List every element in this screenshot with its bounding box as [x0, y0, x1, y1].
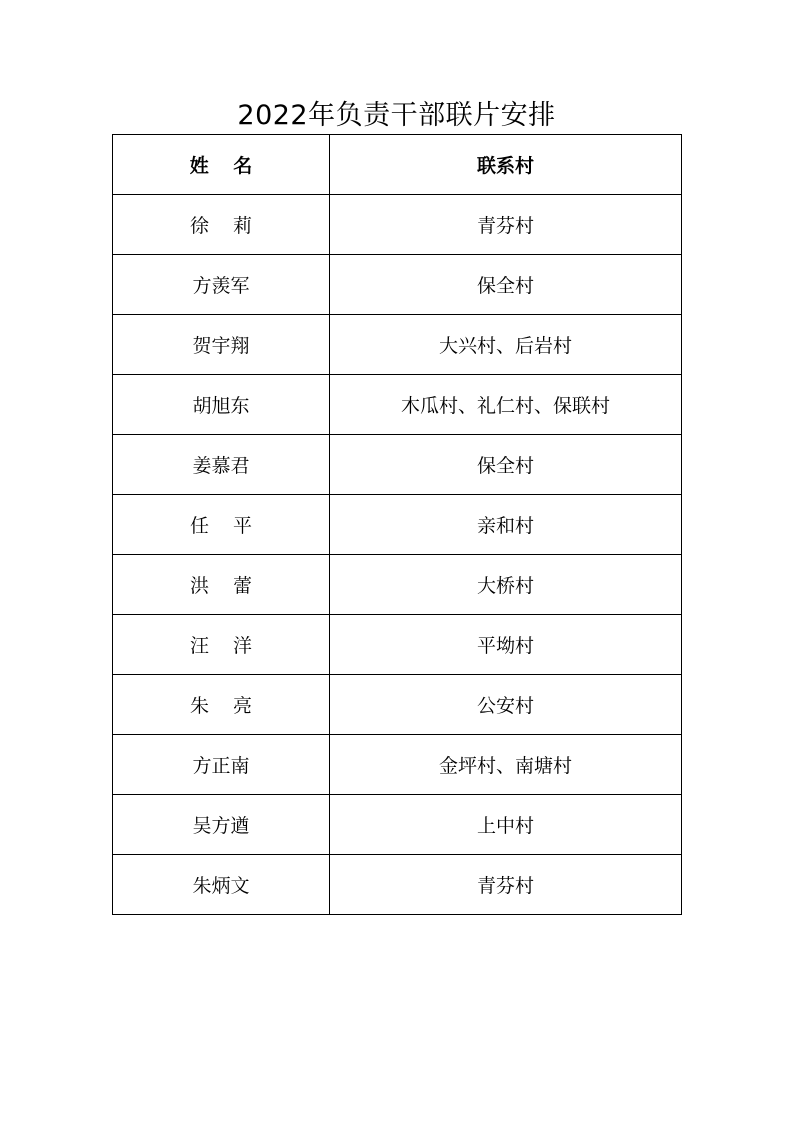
cell-village: 大兴村、后岩村 — [330, 315, 682, 375]
table-row — [113, 855, 682, 915]
cell-name: 洪 蕾 — [113, 555, 330, 615]
table-row — [113, 615, 682, 675]
cell-village: 保全村 — [330, 255, 682, 315]
cell-name: 吴方遒 — [113, 795, 330, 855]
cell-name: 徐 莉 — [113, 195, 330, 255]
table-row — [113, 255, 682, 315]
table-row — [113, 495, 682, 555]
cell-village: 青芬村 — [330, 855, 682, 915]
cell-village: 保全村 — [330, 435, 682, 495]
cell-village: 木瓜村、礼仁村、保联村 — [330, 375, 682, 435]
table-row — [113, 375, 682, 435]
table-row — [113, 675, 682, 735]
cell-name: 任 平 — [113, 495, 330, 555]
table-row — [113, 555, 682, 615]
cell-village: 金坪村、南塘村 — [330, 735, 682, 795]
table-header-row — [113, 135, 682, 195]
cell-name: 胡旭东 — [113, 375, 330, 435]
header-village — [330, 135, 682, 195]
cell-name: 姜慕君 — [113, 435, 330, 495]
cell-name: 朱 亮 — [113, 675, 330, 735]
table-row — [113, 315, 682, 375]
table-row — [113, 795, 682, 855]
cell-name: 汪 洋 — [113, 615, 330, 675]
cell-name: 方羡军 — [113, 255, 330, 315]
table-row — [113, 735, 682, 795]
table-row — [113, 435, 682, 495]
cell-village: 上中村 — [330, 795, 682, 855]
assignment-table — [112, 134, 682, 915]
cell-name: 贺宇翔 — [113, 315, 330, 375]
cell-village: 公安村 — [330, 675, 682, 735]
cell-name: 朱炳文 — [113, 855, 330, 915]
header-name-text: 姓 名 — [189, 155, 253, 177]
header-village-text: 联系村 — [476, 155, 534, 177]
table-row — [113, 195, 682, 255]
document-title: 2022年负责干部联片安排 — [237, 100, 556, 131]
cell-name: 方正南 — [113, 735, 330, 795]
cell-village: 亲和村 — [330, 495, 682, 555]
cell-village: 平坳村 — [330, 615, 682, 675]
header-name — [113, 135, 330, 195]
cell-village: 青芬村 — [330, 195, 682, 255]
cell-village: 大桥村 — [330, 555, 682, 615]
